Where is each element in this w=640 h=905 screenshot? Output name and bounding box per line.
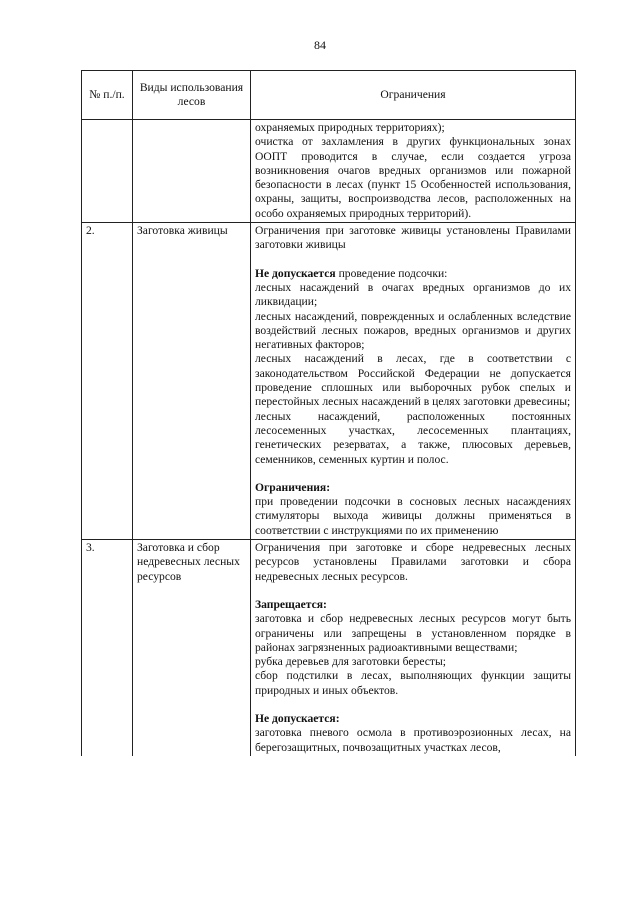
section-heading [255, 598, 571, 612]
text-line: лесных насаждений в очагах вредных организмов до их ликвидации; [255, 280, 571, 309]
text-line: лесных насаждений, поврежденных и ослабленных вследствие воздействий лесных пожаров, вредных организмов и других негативных факторов; [255, 309, 571, 352]
text-line: очистка от захламления в других функциональных зонах ООПТ проводится в случае, если создается угроза возникновения очагов вредных организмов или пожарной безопасности в лесах (пункт 15 Особенностей использования, охраны, защиты, воспроизводства лесов, расположенных на особо охраняемых природных территорий). [255, 135, 571, 220]
intro-text: Ограничения при заготовке живицы установлены Правилами заготовки живицы [255, 224, 571, 252]
table-row [82, 223, 576, 540]
row-restrictions [251, 120, 576, 223]
row-restrictions [251, 223, 576, 540]
row-restrictions [251, 540, 576, 756]
text-line: сбор подстилки в лесах, выполняющих функции защиты природных и иных объектов. [255, 669, 571, 697]
text-line: рубка деревьев для заготовки бересты; [255, 655, 446, 669]
heading-tail: проведение подсочки: [335, 266, 448, 280]
intro-text: Ограничения при заготовке и сборе недревесных лесных ресурсов установлены Правилами заготовки и сбора недревесных лесных ресурсов. [255, 541, 571, 583]
heading-bold: Запрещается: [255, 597, 327, 611]
row-kind: Заготовка живицы [133, 223, 251, 540]
header-num: № п./п. [82, 71, 133, 120]
text-line: заготовка пневого осмола в противоэрозионных лесах, на берегозащитных, почвозащитных участках лесов, [255, 726, 571, 754]
table-row [82, 120, 576, 223]
text-line: лесных насаждений в лесах, где в соответствии с законодательством Российской Федерации не допускается проведение сплошных или выборочных рубок спелых и перестойных лесных насаждений в целях заготовки древесины; [255, 352, 571, 409]
text-line: заготовка и сбор недревесных лесных ресурсов могут быть ограничены или запрещены в установленном порядке в районах загрязненных радиоактивными веществами; [255, 612, 571, 654]
header-kind: Виды использования лесов [133, 71, 251, 120]
heading-bold: Не допускается [255, 266, 336, 280]
header-restrictions: Ограничения [251, 71, 576, 120]
page-number: 84 [314, 38, 326, 52]
row-num: 3. [82, 540, 133, 756]
section-heading [255, 267, 571, 281]
table-row [82, 540, 576, 756]
section-heading [255, 712, 571, 726]
row-num [82, 120, 133, 223]
text-line: при проведении подсочки в сосновых лесных насаждениях стимуляторы выхода живицы должны применяться в соответствии с инструкциями по их применению [255, 495, 571, 537]
section-heading [255, 481, 571, 495]
table-header-row [82, 71, 576, 120]
restrictions-table [81, 70, 576, 756]
text-line: лесных насаждений, расположенных постоянных лесосеменных участках, лесосеменных плантациях, генетических резерватах, а также, плюсовых деревьев, семенников, семенных куртин и полос. [255, 409, 571, 466]
row-kind: Заготовка и сбор недревесных лесных ресурсов [133, 540, 251, 756]
row-kind [133, 120, 251, 223]
text-line: охраняемых природных территориях); [255, 121, 445, 134]
row-num: 2. [82, 223, 133, 540]
heading-bold: Ограничения: [255, 480, 331, 494]
heading-bold: Не допускается: [255, 711, 340, 725]
